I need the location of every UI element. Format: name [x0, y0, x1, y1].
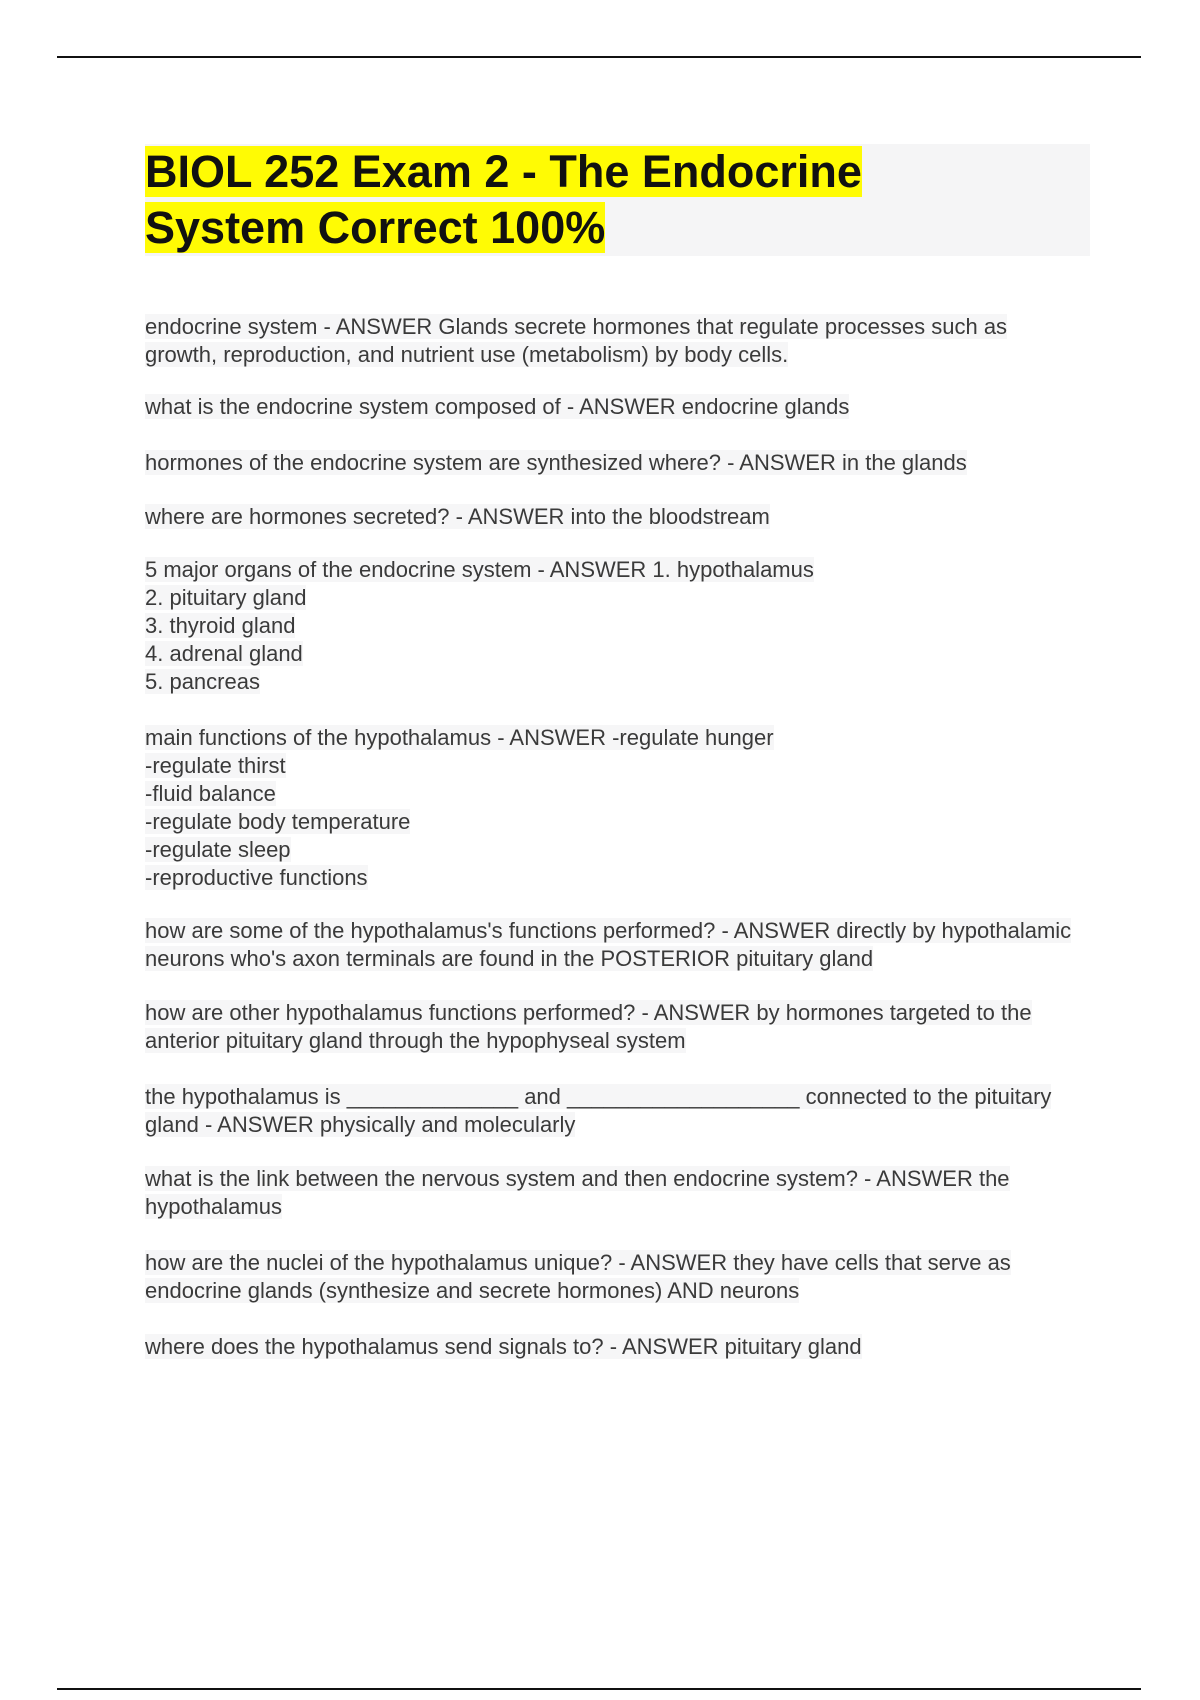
qa-item: 5 major organs of the endocrine system - ANSWER 1. hypothalamus 2. pituitary gland 3. thyroid gland 4. adrenal gland 5. pancreas [145, 557, 814, 694]
qa-item: the hypothalamus is ______________ and ___________________ connected to the pituitary gland - ANSWER physically and molecularly [145, 1084, 1052, 1137]
qa-item: what is the link between the nervous system and then endocrine system? - ANSWER the hypothalamus [145, 1166, 1010, 1219]
qa-item: what is the endocrine system composed of - ANSWER endocrine glands [145, 394, 850, 419]
qa-item: where are hormones secreted? - ANSWER into the bloodstream [145, 504, 770, 529]
qa-item: how are some of the hypothalamus's functions performed? - ANSWER directly by hypothalamic neurons who's axon terminals are found in the POSTERIOR pituitary gland [145, 918, 1072, 971]
qa-item: how are the nuclei of the hypothalamus unique? - ANSWER they have cells that serve as endocrine glands (synthesize and secrete hormones) AND neurons [145, 1250, 1011, 1303]
qa-item: hormones of the endocrine system are synthesized where? - ANSWER in the glands [145, 450, 967, 475]
qa-item: main functions of the hypothalamus - ANSWER -regulate hunger -regulate thirst -fluid balance -regulate body temperature -regulate sleep -reproductive functions [145, 725, 774, 890]
title-highlight: BIOL 252 Exam 2 - The Endocrine System Correct 100% [145, 146, 862, 253]
qa-list [145, 313, 1085, 1361]
bottom-divider [57, 1688, 1141, 1690]
top-divider [57, 56, 1141, 58]
document-title [145, 144, 945, 256]
qa-item: endocrine system - ANSWER Glands secrete hormones that regulate processes such as growth, reproduction, and nutrient use (metabolism) by body cells. [145, 314, 1008, 367]
qa-item: how are other hypothalamus functions performed? - ANSWER by hormones targeted to the anterior pituitary gland through the hypophyseal system [145, 1000, 1032, 1053]
qa-item: where does the hypothalamus send signals to? - ANSWER pituitary gland [145, 1334, 862, 1359]
